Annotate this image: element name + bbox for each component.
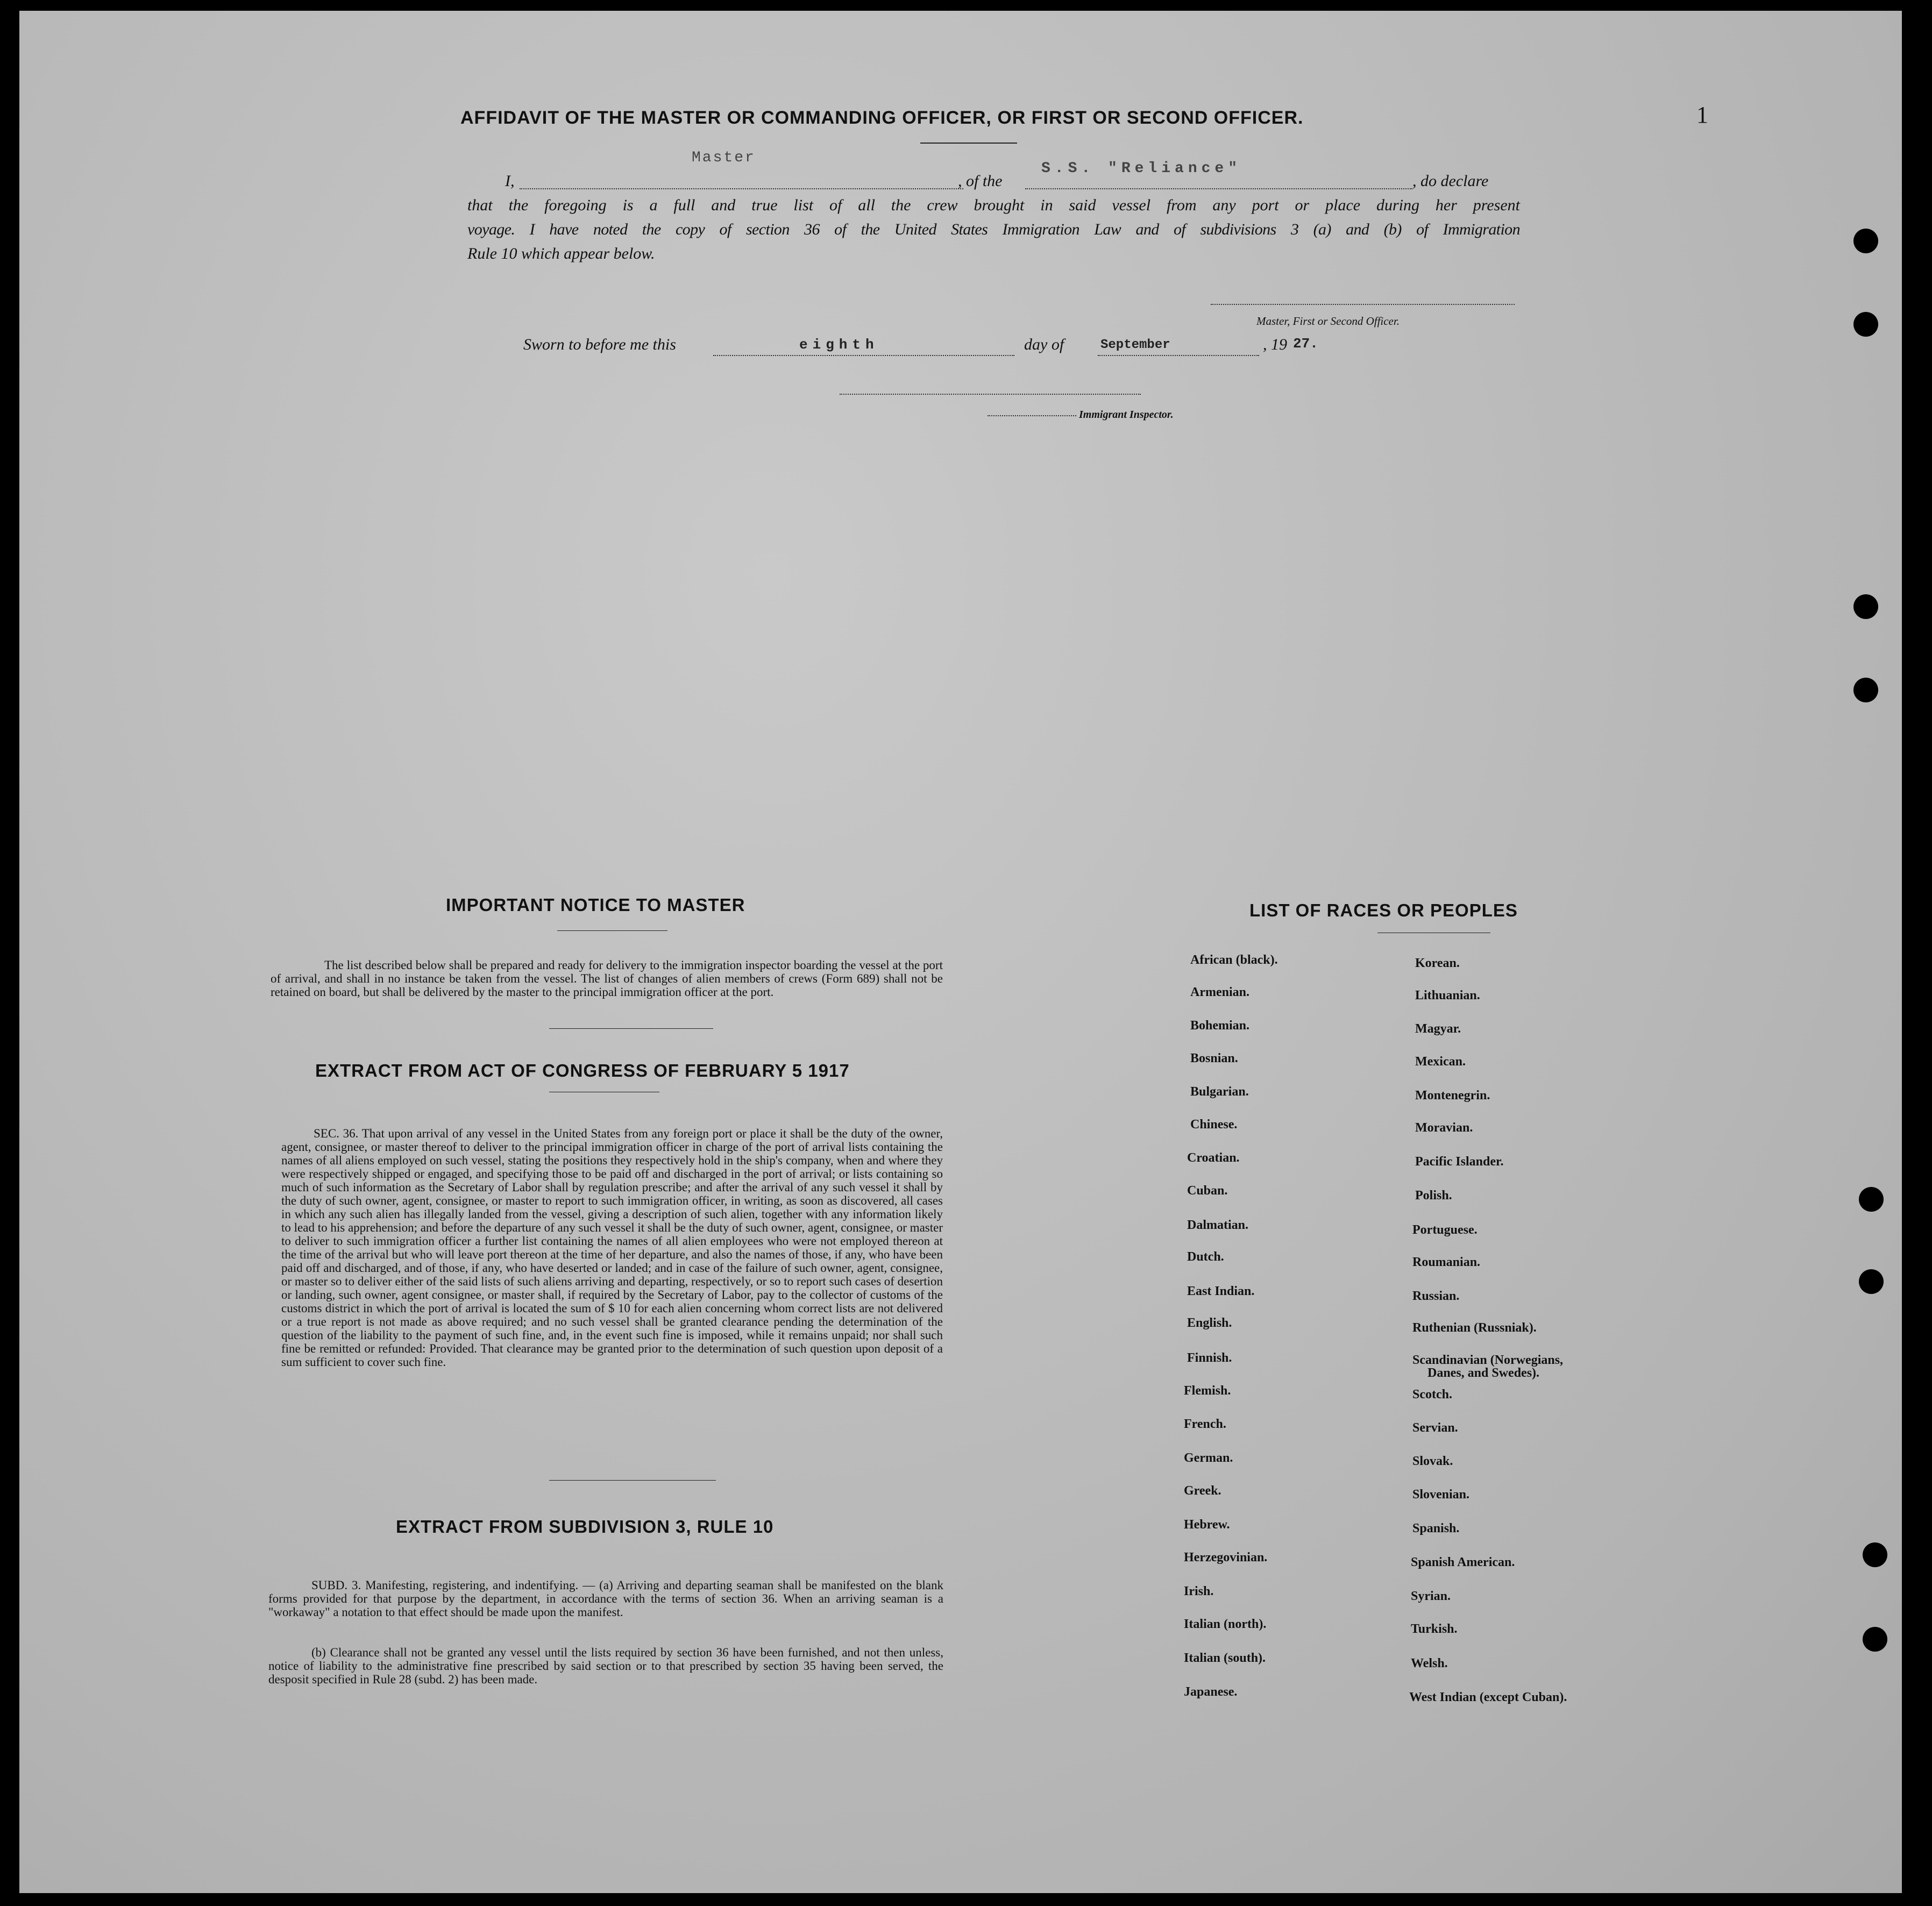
race-item: Pacific Islander. <box>1415 1155 1504 1169</box>
race-item: Greek. <box>1184 1484 1221 1498</box>
signature-line <box>1211 304 1515 305</box>
typed-vessel: S.S. "Reliance" <box>1041 160 1242 177</box>
race-item: Scandinavian (Norwegians, <box>1412 1353 1564 1367</box>
race-item: Polish. <box>1415 1189 1452 1203</box>
notice-title: IMPORTANT NOTICE TO MASTER <box>446 895 745 915</box>
sworn-label: Sworn to before me this <box>523 336 676 353</box>
punch-hole <box>1853 229 1878 253</box>
day-of-label: day of <box>1024 336 1064 353</box>
race-item: Flemish. <box>1184 1384 1231 1398</box>
race-item: Finnish. <box>1187 1351 1232 1365</box>
race-item: German. <box>1184 1451 1233 1465</box>
act-title: EXTRACT FROM ACT OF CONGRESS OF FEBRUARY 5 1917 <box>315 1061 850 1080</box>
rule-para-2: (b) Clearance shall not be granted any vessel until the lists required by section 36 have been furnished, and not then unless, notice of liability to the administrative fine prescribed by said section or to that prescribed by section 35 having been served, the desposit specified in Rule 28 (subd. 2) has been made. <box>268 1646 943 1686</box>
typed-year: 27. <box>1293 336 1318 352</box>
race-item: Mexican. <box>1415 1055 1466 1069</box>
race-item: African (black). <box>1190 953 1278 967</box>
race-item: Japanese. <box>1184 1685 1238 1699</box>
race-item: Bosnian. <box>1190 1051 1238 1065</box>
rule-para-1: SUBD. 3. Manifesting, registering, and indentifying. — (a) Arriving and departing seaman shall be manifested on the blank forms provided for that purpose by the department, in accordance with the terms of section 36. When an arriving seaman is a "workaway" a notation to that effect should be made upon the manifest. <box>268 1578 943 1619</box>
i-label: I, <box>505 172 515 190</box>
affidavit-line-2: that the foregoing is a full and true list of all the crew brought in said vessel from any port or place during her present <box>467 196 1520 214</box>
document-page <box>19 11 1902 1893</box>
punch-hole <box>1853 594 1878 619</box>
race-item: Armenian. <box>1190 985 1249 999</box>
race-item: Korean. <box>1415 956 1460 970</box>
race-item: Bohemian. <box>1190 1019 1250 1033</box>
race-item: Spanish American. <box>1411 1555 1515 1569</box>
race-item: Bulgarian. <box>1190 1085 1249 1099</box>
race-item: Hebrew. <box>1184 1518 1230 1532</box>
race-item: Ruthenian (Russniak). <box>1412 1321 1537 1335</box>
inspector-caption: Immigrant Inspector. <box>1079 409 1174 421</box>
punch-hole <box>1853 312 1878 337</box>
page-number-mark: 1 <box>1696 102 1708 128</box>
act-body: SEC. 36. That upon arrival of any vessel in the United States from any foreign port or place it shall be the duty of the owner, agent, consignee, or master thereof to deliver to the principal immigration officer in charge of the port of arrival lists containing the names of all aliens employed on such vessel, stating the positions they respectively hold in the ship's company, when and where they were respectively shipped or engaged, and specifying those to be paid off and discharged in the port of arrival; or lists containing so much of such information as the Secretary of Labor shall by regulation prescribe; and after the arrival of any such vessel it shall by the duty of such owner, agent, consignee, or master to report to such immigration officer, in writing, as soon as discovered, all cases in which any such alien has illegally landed from the vessel, giving a description of such alien, together with any information likely to lead to his apprehension; and before the departure of any such vessel it shall be the duty of such owner, agent, consignee, or master to deliver to such immigration officer a further list containing the names of all alien employees who were not employed thereon at the time of the arrival but who will leave port thereon at the time of her departure, and also the names of those, if any, who have been paid off and discharged, and of those, if any, who have deserted or landed; and in case of the failure of such owner, agent, consignee, or master so to deliver either of the said lists of such aliens arriving and departing, respectively, or so to report such cases of desertion or landing, such owner, agent consignee, or master shall, if required by the Secretary of Labor, pay to the collector of customs of the customs district in which the port of arrival is located the sum of $ 10 for each alien concerning whom correct lists are not delivered or a true report is not made as above required; and no such vessel shall be granted clearance pending the determination of the question of the liability to the payment of such fine, and, in the event such fine is imposed, while it remains unpaid; nor shall such fine be remitted or refunded: Provided. That clearance may be granted prior to the determination of such question upon deposit of a sum sufficient to cover such fine. <box>281 1127 943 1369</box>
race-item: Dutch. <box>1187 1250 1224 1264</box>
race-item: English. <box>1187 1316 1232 1330</box>
typed-day: eighth <box>799 337 879 353</box>
race-item: Italian (north). <box>1184 1617 1267 1631</box>
race-item: Chinese. <box>1190 1118 1238 1132</box>
race-item: Dalmatian. <box>1187 1218 1248 1232</box>
race-item: Scotch. <box>1412 1388 1452 1402</box>
signature-caption: Master, First or Second Officer. <box>1256 315 1400 328</box>
race-item: Russian. <box>1412 1289 1460 1303</box>
race-item: Danes, and Swedes). <box>1427 1366 1540 1380</box>
inspector-line <box>840 394 1141 395</box>
race-item: Portuguese. <box>1412 1223 1478 1237</box>
affidavit-title: AFFIDAVIT OF THE MASTER OR COMMANDING OFFICER, OR FIRST OR SECOND OFFICER. <box>460 108 1304 128</box>
race-item: Welsh. <box>1411 1656 1448 1670</box>
notice-rule <box>557 930 667 931</box>
notice-end-rule <box>549 1028 713 1029</box>
punch-hole <box>1859 1269 1884 1294</box>
race-item: Turkish. <box>1411 1622 1458 1636</box>
day-field-line <box>713 355 1014 356</box>
race-item: Moravian. <box>1415 1121 1473 1135</box>
typed-month: September <box>1100 338 1170 352</box>
race-item: Lithuanian. <box>1415 988 1480 1002</box>
inspector-short-line <box>988 415 1076 416</box>
title-rule <box>920 143 1017 144</box>
month-field-line <box>1098 355 1259 356</box>
race-item: Italian (south). <box>1184 1651 1266 1665</box>
race-item: Slovak. <box>1412 1454 1453 1468</box>
race-item: East Indian. <box>1187 1284 1255 1298</box>
affidavit-line-4: Rule 10 which appear below. <box>467 245 655 262</box>
race-item: West Indian (except Cuban). <box>1409 1690 1567 1704</box>
year-prefix: , 19 <box>1263 336 1287 353</box>
race-item: Roumanian. <box>1412 1255 1481 1269</box>
affidavit-line-3: voyage. I have noted the copy of section 36 of the United States Immigration Law and of subdivisions 3 (a) and (b) of Immigration <box>467 221 1520 238</box>
race-item: Irish. <box>1184 1584 1214 1598</box>
race-item: Magyar. <box>1415 1022 1461 1036</box>
punch-hole <box>1853 678 1878 702</box>
race-item: Syrian. <box>1411 1589 1451 1603</box>
race-item: Servian. <box>1412 1421 1458 1435</box>
race-item: Herzegovinian. <box>1184 1551 1268 1564</box>
race-item: Slovenian. <box>1412 1488 1470 1502</box>
races-title: LIST OF RACES OR PEOPLES <box>1249 900 1518 920</box>
notice-body: The list described below shall be prepared and ready for delivery to the immigration inspector boarding the vessel at the port of arrival, and shall in no instance be taken from the vessel. The list of changes of alien members of crews (Form 689) shall not be retained on board, but shall be delivered by the master to the principal immigration officer at the port. <box>271 958 943 999</box>
race-item: Montenegrin. <box>1415 1089 1490 1103</box>
name-field-line <box>520 188 963 189</box>
race-item: Cuban. <box>1187 1184 1228 1198</box>
act-end-rule <box>549 1480 716 1481</box>
vessel-field-line <box>1025 188 1412 189</box>
race-item: Spanish. <box>1412 1521 1460 1535</box>
typed-name: Master <box>692 150 756 166</box>
punch-hole <box>1859 1187 1884 1212</box>
of-the-label: , of the <box>958 172 1003 190</box>
race-item: Croatian. <box>1187 1151 1240 1165</box>
rule-title: EXTRACT FROM SUBDIVISION 3, RULE 10 <box>396 1517 774 1537</box>
punch-hole <box>1863 1627 1887 1652</box>
do-declare-label: , do declare <box>1412 172 1489 190</box>
race-item: French. <box>1184 1417 1226 1431</box>
punch-hole <box>1863 1542 1887 1567</box>
